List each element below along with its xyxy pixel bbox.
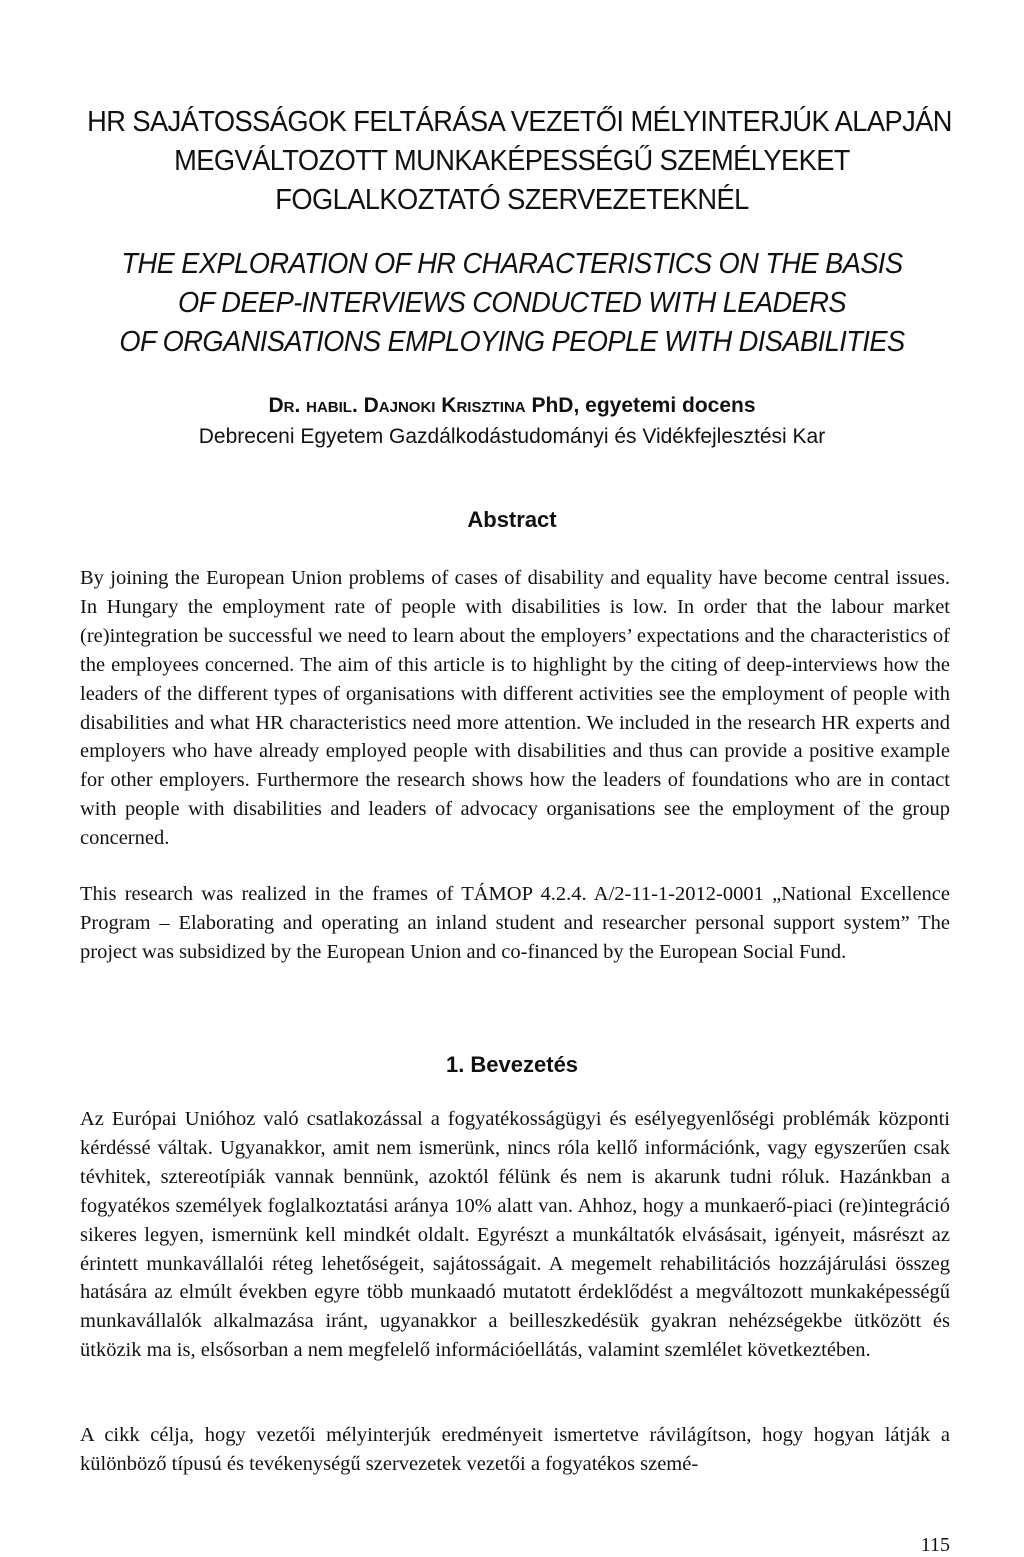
author-credentials: PhD, egyetemi docens bbox=[531, 394, 756, 417]
page-number: 115 bbox=[920, 1534, 950, 1556]
author-affiliation: Debreceni Egyetem Gazdálkodástudományi és Vidékfejlesztési Kar bbox=[198, 425, 826, 448]
section-heading: 1. Bevezetés bbox=[445, 1052, 579, 1077]
title-hungarian bbox=[87, 103, 952, 220]
title-en-line-3: OF ORGANISATIONS EMPLOYING PEOPLE WITH DISABILITIES bbox=[119, 326, 905, 358]
title-hu-line-3: FOGLALKOZTATÓ SZERVEZETEKNÉL bbox=[275, 184, 749, 216]
title-hu-line-1: HR SAJÁTOSSÁGOK FELTÁRÁSA VEZETŐI MÉLYINTERJÚK ALAPJÁN bbox=[87, 106, 952, 138]
abstract-heading: Abstract bbox=[467, 507, 557, 532]
title-english bbox=[87, 245, 937, 362]
title-hu-line-2: MEGVÁLTOZOTT MUNKAKÉPESSÉGŰ SZEMÉLYEKET bbox=[174, 145, 850, 177]
intro-paragraph-2: A cikk célja, hogy vezetői mélyinterjúk eredményeit ismertetve rávilágítson, hogy hogyan látják a különböző típusú és tevékenységű szervezetek vezetői a fogyatékos szemé- bbox=[80, 1424, 950, 1475]
author-name: Dr. habil. Dajnoki Krisztina bbox=[268, 394, 526, 417]
abstract-paragraph-2: This research was realized in the frames of TÁMOP 4.2.4. A/2-11-1-2012-0001 „National Excellence Program – Elaborating and operating an inland student and researcher personal support system” The project was subsidized by the European Union and co-financed by the European Social Fund. bbox=[80, 883, 950, 963]
intro-paragraph-1: Az Európai Unióhoz való csatlakozással a fogyatékosságügyi és esélyegyenlőségi problémák központi kérdéssé váltak. Ugyanakkor, amit nem ismerünk, nincs róla kellő információnk, vagy egyszerűen csak tévhitek, sztereotípiák vannak bennünk, azoktól félünk és nem is akarunk tudni róluk. Hazánkban a fogyatékos személyek foglalkoztatási aránya 10% alatt van. Ahhoz, hogy a munkaerő-piaci (re)integráció sikeres legyen, ismernünk kell mindkét oldalt. Egyrészt a munkáltatók elvásásait, igényeit, másrészt az érintett munkavállalói réteg lehetőségeit, sajátosságait. A megemelt rehabilitációs hozzájárulási összeg hatására az elmúlt években egyre több munkaadó mutatott érdeklődést a megváltozott munkaképességű munkavállalók alkalmazása iránt, ugyanakkor a beilleszkedésük gyakran nehézségekbe ütközött és ütközik ma is, elsősorban a nem megfelelő információellátás, valamint szemlélet következtében. bbox=[80, 1108, 950, 1362]
title-en-line-1: THE EXPLORATION OF HR CHARACTERISTICS ON THE BASIS bbox=[121, 248, 903, 280]
abstract-paragraph-1: By joining the European Union problems of cases of disability and equality have become central issues. In Hungary the employment rate of people with disabilities is low. In order that the labour market (re)integration be successful we need to learn about the employers’ expectations and the characteristics of the employees concerned. The aim of this article is to highlight by the citing of deep-interviews how the leaders of the different types of organisations with different activities see the employment of people with disabilities and what HR characteristics need more attention. We included in the research HR experts and employers who have already employed people with disabilities and thus can provide a positive example for other employers. Furthermore the research shows how the leaders of foundations who are in contact with people with disabilities and leaders of advocacy organisations see the employment of the group concerned. bbox=[80, 567, 950, 850]
title-en-line-2: OF DEEP-INTERVIEWS CONDUCTED WITH LEADERS bbox=[177, 287, 847, 319]
author-line bbox=[60, 392, 964, 420]
